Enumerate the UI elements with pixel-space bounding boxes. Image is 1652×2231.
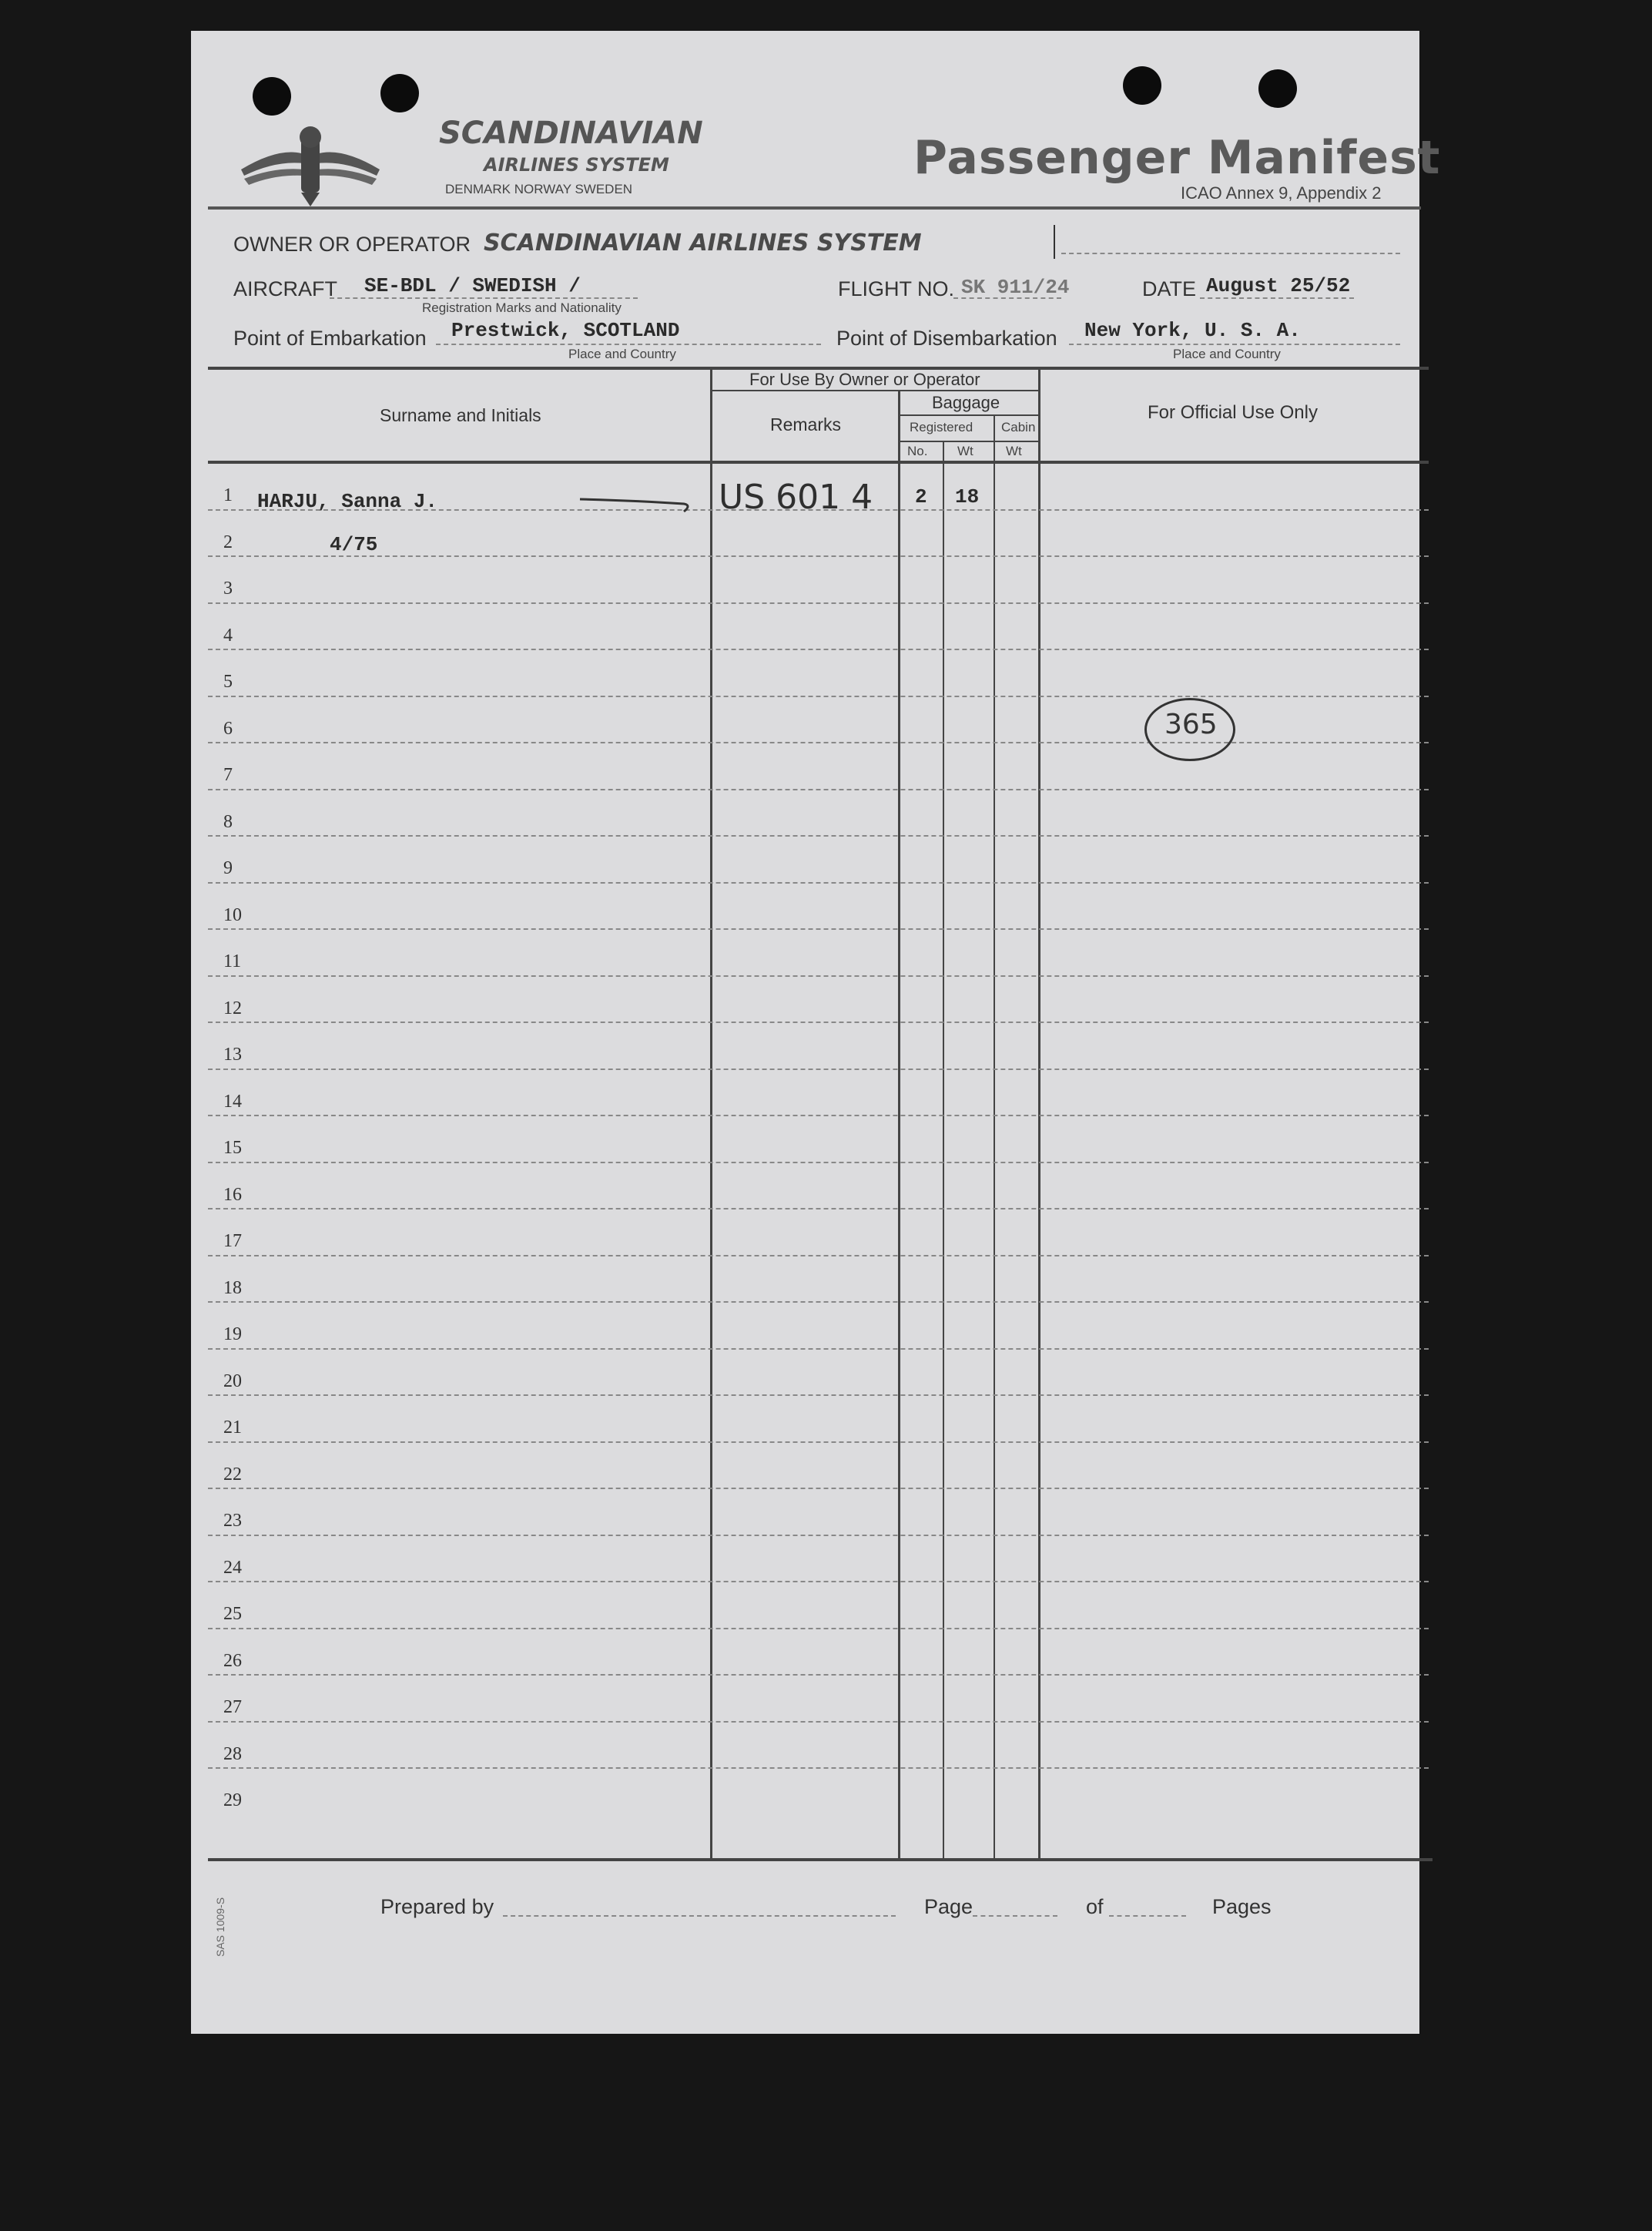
row-rule xyxy=(208,1115,1429,1116)
punch-hole-icon xyxy=(1258,69,1297,108)
airline-name: SCANDINAVIAN xyxy=(439,116,703,151)
row-number: 17 xyxy=(223,1231,242,1251)
row-number: 27 xyxy=(223,1697,242,1717)
prepared-by-label: Prepared by xyxy=(380,1895,494,1918)
official-header: For Official Use Only xyxy=(1148,402,1318,423)
no-header: No. xyxy=(907,444,928,458)
row-rule xyxy=(208,1255,1429,1256)
row-number: 16 xyxy=(223,1184,242,1205)
passenger-bag-no-1: 2 xyxy=(915,485,927,508)
row-number: 25 xyxy=(223,1604,242,1624)
pages-label: Pages xyxy=(1212,1895,1272,1918)
wt-header: Wt xyxy=(957,444,973,458)
row-rule xyxy=(208,1488,1429,1489)
aircraft-caption: Registration Marks and Nationality xyxy=(422,300,622,315)
of-label: of xyxy=(1086,1895,1104,1918)
owner-use-rule xyxy=(710,390,1038,391)
row-rule xyxy=(208,1162,1429,1163)
col-divider-no xyxy=(943,442,944,1858)
row-number: 7 xyxy=(223,765,233,785)
row-number: 4 xyxy=(223,625,233,646)
row-rule xyxy=(208,1767,1429,1769)
row-number: 28 xyxy=(223,1743,242,1764)
disembarkation-caption: Place and Country xyxy=(1173,347,1281,361)
form-code: SAS 1009-S xyxy=(214,1897,226,1957)
row-rule xyxy=(208,928,1429,930)
embarkation-label: Point of Embarkation xyxy=(233,327,427,350)
row-number: 12 xyxy=(223,998,242,1018)
row-rule xyxy=(208,882,1429,884)
date-label: DATE xyxy=(1142,277,1197,300)
airline-countries: DENMARK NORWAY SWEDEN xyxy=(445,182,633,196)
row-rule xyxy=(208,1301,1429,1303)
row-rule xyxy=(208,835,1429,837)
row-number: 9 xyxy=(223,858,233,878)
flight-field-line xyxy=(953,297,1061,299)
row-number: 24 xyxy=(223,1557,242,1578)
row-rule xyxy=(208,1628,1429,1629)
row-number: 6 xyxy=(223,718,233,739)
of-line xyxy=(1109,1915,1186,1917)
row-number: 14 xyxy=(223,1091,242,1112)
row-rule xyxy=(208,975,1429,977)
airline-subname: AIRLINES SYSTEM xyxy=(484,154,669,176)
row-rule xyxy=(208,649,1429,650)
row-number: 13 xyxy=(223,1045,242,1065)
row-number: 8 xyxy=(223,811,233,832)
punch-hole-icon xyxy=(1123,66,1161,105)
official-stamp-number: 365 xyxy=(1164,709,1218,740)
owner-field-divider xyxy=(1054,225,1055,259)
table-header-rule xyxy=(208,461,1429,464)
table-bottom-rule xyxy=(208,1858,1433,1861)
aircraft-value: SE-BDL / SWEDISH / xyxy=(364,274,581,297)
row-rule xyxy=(208,789,1429,790)
row-number: 20 xyxy=(223,1370,242,1391)
prepared-by-line xyxy=(503,1915,896,1917)
row-number: 1 xyxy=(223,485,233,505)
row-rule xyxy=(208,1208,1429,1209)
date-value: August 25/52 xyxy=(1206,274,1351,297)
row-number: 3 xyxy=(223,579,233,599)
owner-use-header: For Use By Owner or Operator xyxy=(749,370,980,389)
baggage-rule xyxy=(898,414,1038,416)
row-number: 10 xyxy=(223,904,242,925)
col-divider-wt xyxy=(994,414,995,1858)
row-number: 22 xyxy=(223,1464,242,1485)
page-label: Page xyxy=(924,1895,973,1918)
owner-field-line xyxy=(1061,253,1400,254)
row-number: 18 xyxy=(223,1277,242,1298)
punch-hole-icon xyxy=(380,74,419,112)
cabin-wt-header: Wt xyxy=(1006,444,1022,458)
embarkation-caption: Place and Country xyxy=(568,347,676,361)
embarkation-value: Prestwick, SCOTLAND xyxy=(451,319,680,342)
passenger-bag-wt-1: 18 xyxy=(955,485,980,508)
baggage-header: Baggage xyxy=(932,393,1000,412)
row-rule xyxy=(208,1581,1429,1582)
row-rule xyxy=(208,1022,1429,1023)
row-rule xyxy=(208,696,1429,697)
row-number: 26 xyxy=(223,1650,242,1671)
row-rule xyxy=(208,742,1429,743)
flight-label: FLIGHT NO. xyxy=(838,277,955,300)
row-number: 11 xyxy=(223,951,242,971)
row-number: 15 xyxy=(223,1138,242,1158)
row-number: 2 xyxy=(223,532,233,552)
manifest-title: Passenger Manifest xyxy=(913,131,1441,185)
row-number: 5 xyxy=(223,672,233,692)
header-rule xyxy=(208,206,1421,210)
col-divider-remarks xyxy=(898,390,900,1858)
disembarkation-field-line xyxy=(1069,344,1400,345)
row-rule xyxy=(208,602,1429,604)
registered-header: Registered xyxy=(910,420,973,434)
row-number: 29 xyxy=(223,1790,242,1810)
row-rule xyxy=(208,1069,1429,1070)
row-number: 21 xyxy=(223,1417,242,1438)
row-number: 23 xyxy=(223,1511,242,1531)
passenger-name-2: 4/75 xyxy=(330,533,378,556)
flight-value: SK 911/24 xyxy=(961,276,1070,299)
row-rule xyxy=(208,1441,1429,1443)
aircraft-label: AIRCRAFT xyxy=(233,277,337,300)
col-divider-name xyxy=(710,367,712,1858)
row-number: 19 xyxy=(223,1324,242,1344)
owner-value: SCANDINAVIAN AIRLINES SYSTEM xyxy=(484,230,922,257)
cabin-header: Cabin xyxy=(1001,420,1036,434)
disembarkation-label: Point of Disembarkation xyxy=(836,327,1057,350)
row-rule xyxy=(208,1535,1429,1536)
passenger-remarks-1: US 601 4 xyxy=(719,478,873,517)
handwritten-tick-icon xyxy=(576,485,692,516)
row-rule xyxy=(208,1394,1429,1396)
manifest-subtitle: ICAO Annex 9, Appendix 2 xyxy=(1181,183,1382,203)
row-rule xyxy=(208,1721,1429,1723)
page-line xyxy=(973,1915,1057,1917)
sas-winged-logo-icon xyxy=(233,116,387,208)
aircraft-field-line xyxy=(330,297,638,299)
row-rule xyxy=(208,555,1429,557)
registered-rule xyxy=(898,441,1038,442)
manifest-sheet xyxy=(191,31,1441,2034)
surname-header: Surname and Initials xyxy=(380,405,541,425)
owner-label: OWNER OR OPERATOR xyxy=(233,233,471,256)
punch-hole-icon xyxy=(253,77,291,116)
remarks-header: Remarks xyxy=(770,414,842,434)
passenger-name-1: HARJU, Sanna J. xyxy=(257,490,438,513)
date-field-line xyxy=(1200,297,1354,299)
row-rule xyxy=(208,1348,1429,1350)
col-divider-official xyxy=(1038,367,1040,1858)
disembarkation-value: New York, U. S. A. xyxy=(1084,319,1301,342)
row-rule xyxy=(208,1674,1429,1676)
embarkation-field-line xyxy=(436,344,821,345)
